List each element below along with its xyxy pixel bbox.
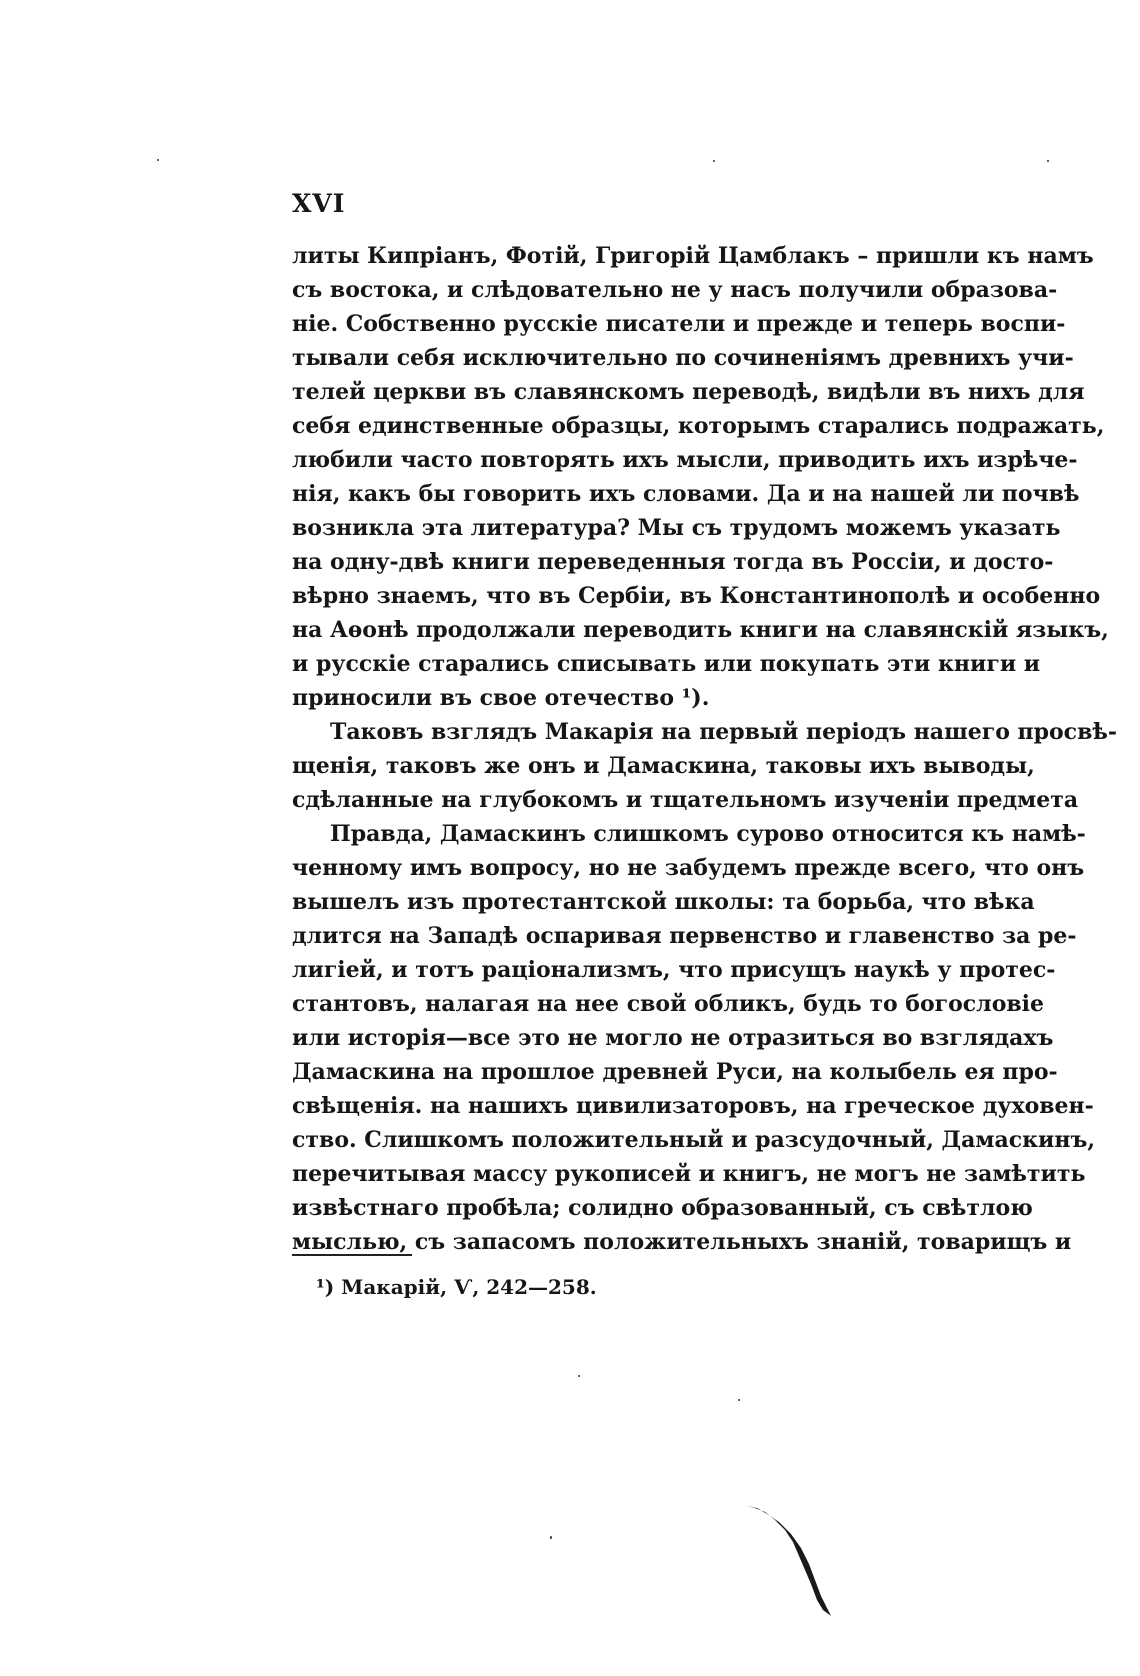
text-line: себя единственные образцы, которымъ старались подражать, (292, 413, 1105, 439)
scan-speck (578, 1375, 580, 1377)
text-line: возникла эта литература? Мы съ трудомъ можемъ указать (292, 515, 1061, 541)
text-line: нія, какъ бы говорить ихъ словами. Да и на нашей ли почвѣ (292, 481, 1080, 507)
text-line: на одну-двѣ книги переведенныя тогда въ Россіи, и досто- (292, 549, 1054, 575)
text-line: и русскіе старались списывать или покупать эти книги и (292, 651, 1041, 677)
text-line: тывали себя исключительно по сочиненіямъ древнихъ учи- (292, 345, 1074, 371)
text-line: литы Кипріанъ, Фотій, Григорій Цамблакъ – пришли къ намъ (292, 243, 1094, 269)
text-line: Дамаскина на прошлое древней Руси, на колыбель ея про- (292, 1059, 1058, 1085)
page-number: XVI (292, 189, 346, 218)
text-line: щенія, таковъ же онъ и Дамаскина, таковы ихъ выводы, (292, 753, 1035, 779)
scan-speck (157, 159, 159, 161)
text-line: длится на Западѣ оспаривая первенство и главенство за ре- (292, 923, 1077, 949)
text-line: съ востока, и слѣдовательно не у насъ получили образова- (292, 277, 1058, 303)
text-line: Правда, Дамаскинъ слишкомъ сурово относится къ намѣ- (330, 821, 1086, 847)
text-line: лигіей, и тотъ раціонализмъ, что присущъ наукѣ у протес- (292, 957, 1056, 983)
scan-mark (745, 1500, 845, 1620)
text-line: сдѣланные на глубокомъ и тщательномъ изученіи предмета (292, 787, 1079, 813)
footnote-rule (292, 1254, 412, 1256)
text-line: приносили въ свое отечество ¹). (292, 685, 710, 711)
scan-speck (738, 1399, 740, 1401)
text-line: ченному имъ вопросу, но не забудемъ прежде всего, что онъ (292, 855, 1085, 881)
scan-speck (1047, 160, 1049, 162)
text-line: свѣщенія. на нашихъ цивилизаторовъ, на греческое духовен- (292, 1093, 1094, 1119)
text-line: вышелъ изъ протестантской школы: та борьба, что вѣка (292, 889, 1035, 915)
text-line: стантовъ, налагая на нее свой обликъ, будь то богословіе (292, 991, 1045, 1017)
scan-speck (550, 1536, 552, 1539)
body-text (292, 239, 1117, 1259)
text-line: или исторія—все это не могло не отразиться во взглядахъ (292, 1025, 1054, 1051)
text-line: Таковъ взглядъ Макарія на первый періодъ нашего просвѣ- (330, 719, 1117, 745)
text-line: вѣрно знаемъ, что въ Сербіи, въ Константинополѣ и особенно (292, 583, 1101, 609)
text-line: любили часто повторять ихъ мысли, приводить ихъ изрѣче- (292, 447, 1078, 473)
text-line: извѣстнаго пробѣла; солидно образованный, съ свѣтлою (292, 1195, 1033, 1221)
footnote: ¹) Макарій, Ѵ, 242—258. (316, 1275, 597, 1299)
text-line: телей церкви въ славянскомъ переводѣ, видѣли въ нихъ для (292, 379, 1085, 405)
text-line: перечитывая массу рукописей и книгъ, не могъ не замѣтить (292, 1161, 1086, 1187)
text-line: на Аѳонѣ продолжали переводить книги на славянскій языкъ, (292, 617, 1109, 643)
text-line: ніе. Собственно русскіе писатели и прежде и теперь воспи- (292, 311, 1066, 337)
text-line: ство. Слишкомъ положительный и разсудочный, Дамаскинъ, (292, 1127, 1095, 1153)
text-line: мыслью, съ запасомъ положительныхъ знаній, товарищъ и (292, 1229, 1072, 1255)
scan-speck (713, 160, 715, 162)
